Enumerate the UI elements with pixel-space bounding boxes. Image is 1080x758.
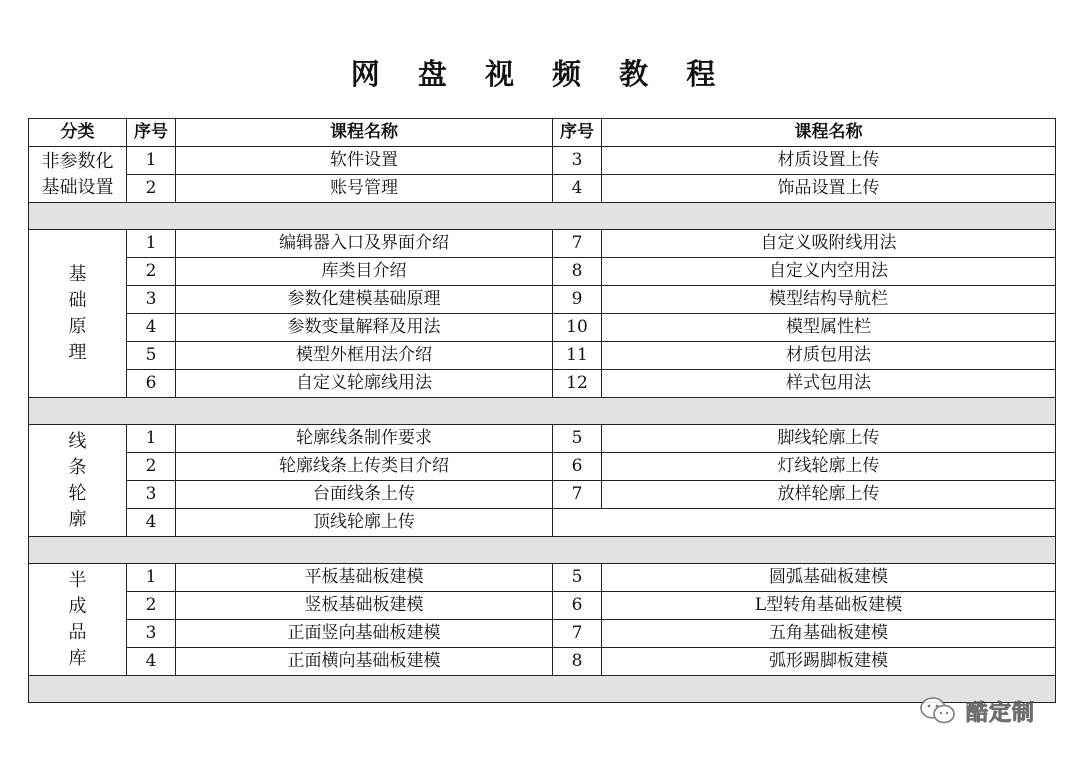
table-row xyxy=(29,509,1056,537)
seq-cell-right: 10 xyxy=(553,314,602,342)
seq-cell-left: 3 xyxy=(127,620,176,648)
watermark-text: 酷定制 xyxy=(966,700,1036,726)
table-row xyxy=(29,481,1056,509)
seq-cell-left: 2 xyxy=(127,258,176,286)
table-row xyxy=(29,370,1056,398)
course-name-cell-left: 平板基础板建模 xyxy=(176,564,553,592)
course-name-cell-right: 灯线轮廓上传 xyxy=(602,453,1056,481)
seq-cell-right: 4 xyxy=(553,175,602,203)
category-label: 非参数化 xyxy=(41,150,114,172)
table-row xyxy=(29,258,1056,286)
course-name-cell-right: 饰品设置上传 xyxy=(602,175,1056,203)
page-title: 网 盘 视 频 教 程 xyxy=(350,57,730,91)
category-cell xyxy=(29,147,127,203)
category-label: 轮 xyxy=(68,482,87,504)
table-header-row xyxy=(29,119,1056,147)
header-course-name-left: 课程名称 xyxy=(176,119,553,147)
course-name-cell-left: 库类目介绍 xyxy=(176,258,553,286)
table-row xyxy=(29,175,1056,203)
table-row xyxy=(29,425,1056,453)
course-name-cell-right: 模型结构导航栏 xyxy=(602,286,1056,314)
course-name-cell-left: 竖板基础板建模 xyxy=(176,592,553,620)
separator-cell xyxy=(29,537,1056,564)
header-category: 分类 xyxy=(29,119,127,147)
course-name-cell-left: 自定义轮廓线用法 xyxy=(176,370,553,398)
category-label: 基础设置 xyxy=(41,176,114,198)
seq-cell-left: 4 xyxy=(127,509,176,537)
category-label: 基 xyxy=(68,263,87,285)
wechat-icon xyxy=(918,696,958,726)
separator-cell xyxy=(29,676,1056,703)
course-name-cell-right: 五角基础板建模 xyxy=(602,620,1056,648)
seq-cell-right: 7 xyxy=(553,481,602,509)
course-name-cell-right: 样式包用法 xyxy=(602,370,1056,398)
category-label: 品 xyxy=(68,621,87,643)
seq-cell-right: 3 xyxy=(553,147,602,175)
separator-cell xyxy=(29,398,1056,425)
category-label: 原 xyxy=(68,315,87,337)
course-name-cell-right: 材质设置上传 xyxy=(602,147,1056,175)
table-row xyxy=(29,147,1056,175)
course-name-cell-left: 模型外框用法介绍 xyxy=(176,342,553,370)
seq-cell-right: 8 xyxy=(553,648,602,676)
category-label: 半 xyxy=(68,569,87,591)
course-name-cell-left: 轮廓线条上传类目介绍 xyxy=(176,453,553,481)
table-row xyxy=(29,648,1056,676)
seq-cell-right: 11 xyxy=(553,342,602,370)
course-name-cell-right: 放样轮廓上传 xyxy=(602,481,1056,509)
category-label: 线 xyxy=(68,430,87,452)
course-table xyxy=(28,118,1056,703)
section-separator xyxy=(29,537,1056,564)
seq-cell-right: 8 xyxy=(553,258,602,286)
seq-cell-left: 1 xyxy=(127,147,176,175)
seq-cell-right: 7 xyxy=(553,620,602,648)
seq-cell-left: 4 xyxy=(127,648,176,676)
header-seq-right: 序号 xyxy=(553,119,602,147)
seq-cell-left: 1 xyxy=(127,425,176,453)
watermark xyxy=(918,693,1035,729)
section-separator xyxy=(29,203,1056,230)
course-name-cell-right: 自定义吸附线用法 xyxy=(602,230,1056,258)
table-row xyxy=(29,564,1056,592)
seq-cell-right: 6 xyxy=(553,453,602,481)
seq-cell-left: 3 xyxy=(127,286,176,314)
course-name-cell-right: 模型属性栏 xyxy=(602,314,1056,342)
course-name-cell-left: 顶线轮廓上传 xyxy=(176,509,553,537)
header-course-name-right: 课程名称 xyxy=(602,119,1056,147)
category-cell xyxy=(29,425,127,537)
seq-cell-left: 2 xyxy=(127,592,176,620)
course-name-cell-left: 正面竖向基础板建模 xyxy=(176,620,553,648)
seq-cell-right: 9 xyxy=(553,286,602,314)
course-name-cell-right: 自定义内空用法 xyxy=(602,258,1056,286)
seq-cell-left: 4 xyxy=(127,314,176,342)
category-cell xyxy=(29,230,127,398)
table-row xyxy=(29,286,1056,314)
seq-cell-left: 2 xyxy=(127,453,176,481)
course-name-cell-right: 弧形踢脚板建模 xyxy=(602,648,1056,676)
table-row xyxy=(29,620,1056,648)
seq-cell-right: 5 xyxy=(553,425,602,453)
course-name-cell-left: 编辑器入口及界面介绍 xyxy=(176,230,553,258)
section-separator xyxy=(29,398,1056,425)
table-row xyxy=(29,453,1056,481)
course-name-cell-right: 材质包用法 xyxy=(602,342,1056,370)
course-name-cell-left: 正面横向基础板建模 xyxy=(176,648,553,676)
category-label: 库 xyxy=(68,647,87,669)
category-label: 成 xyxy=(68,595,87,617)
section-separator xyxy=(29,676,1056,703)
table-row xyxy=(29,342,1056,370)
course-name-cell-left: 参数变量解释及用法 xyxy=(176,314,553,342)
table-body xyxy=(29,147,1056,703)
seq-cell-left: 1 xyxy=(127,230,176,258)
header-seq-left: 序号 xyxy=(127,119,176,147)
seq-cell-left: 3 xyxy=(127,481,176,509)
course-name-cell-left: 参数化建模基础原理 xyxy=(176,286,553,314)
seq-cell-left: 5 xyxy=(127,342,176,370)
empty-cell xyxy=(553,509,1056,537)
course-name-cell-right: 圆弧基础板建模 xyxy=(602,564,1056,592)
table-row xyxy=(29,314,1056,342)
seq-cell-right: 5 xyxy=(553,564,602,592)
seq-cell-left: 1 xyxy=(127,564,176,592)
seq-cell-right: 6 xyxy=(553,592,602,620)
seq-cell-right: 12 xyxy=(553,370,602,398)
course-name-cell-left: 台面线条上传 xyxy=(176,481,553,509)
table-row xyxy=(29,592,1056,620)
category-label: 条 xyxy=(68,456,87,478)
table-row xyxy=(29,230,1056,258)
course-name-cell-left: 软件设置 xyxy=(176,147,553,175)
seq-cell-left: 6 xyxy=(127,370,176,398)
category-cell xyxy=(29,564,127,676)
category-label: 理 xyxy=(68,341,87,363)
course-name-cell-left: 轮廓线条制作要求 xyxy=(176,425,553,453)
category-label: 础 xyxy=(68,289,87,311)
seq-cell-left: 2 xyxy=(127,175,176,203)
separator-cell xyxy=(29,203,1056,230)
seq-cell-right: 7 xyxy=(553,230,602,258)
course-name-cell-right: L型转角基础板建模 xyxy=(602,592,1056,620)
course-name-cell-left: 账号管理 xyxy=(176,175,553,203)
category-label: 廓 xyxy=(68,508,87,530)
course-name-cell-right: 脚线轮廓上传 xyxy=(602,425,1056,453)
